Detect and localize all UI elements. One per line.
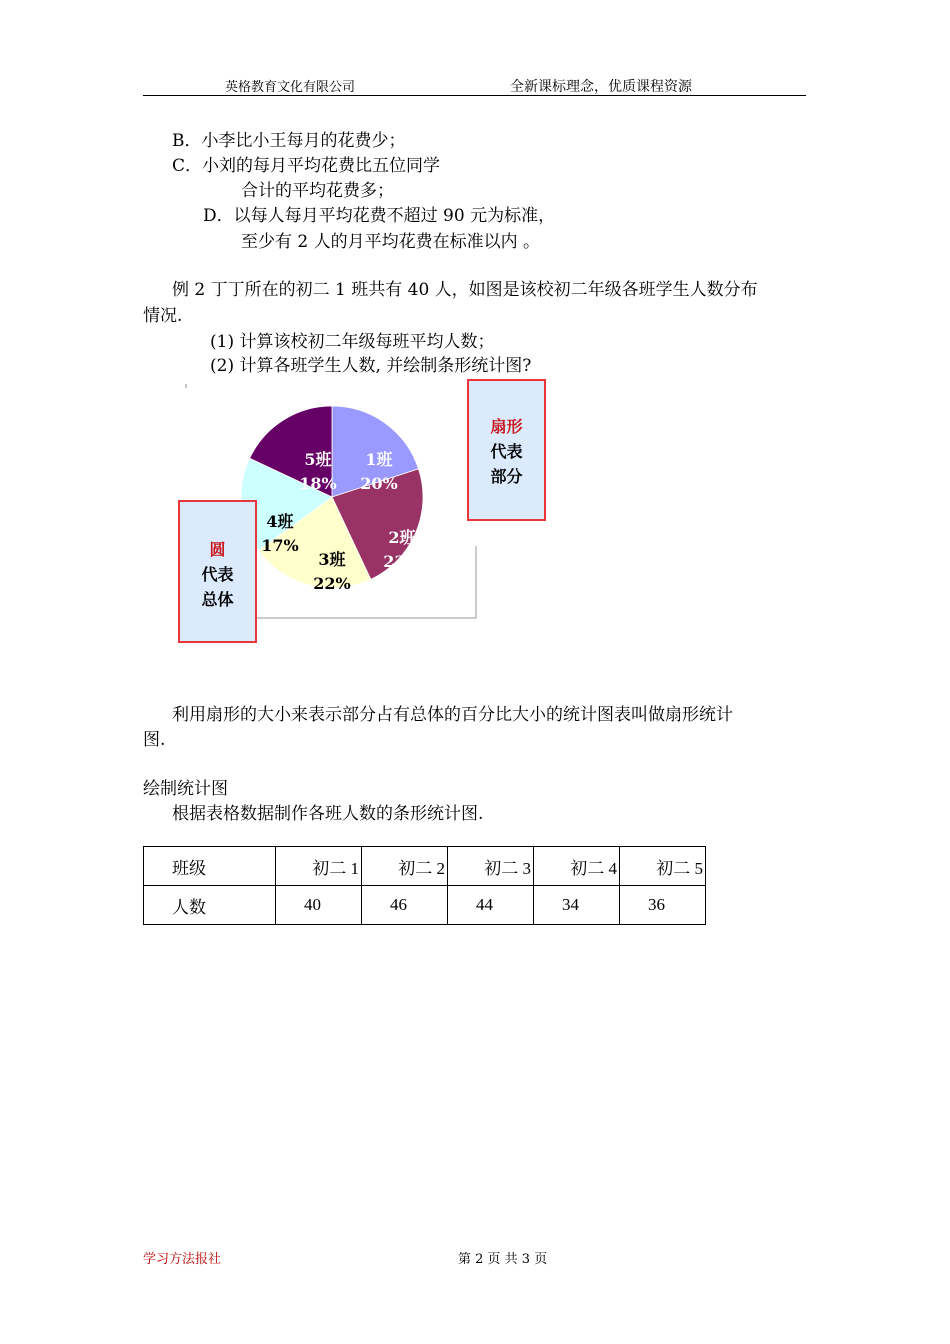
section-title: 绘制统计图: [143, 779, 228, 799]
header-divider: [143, 95, 806, 96]
table-cell: 初二 1: [276, 847, 362, 886]
pie-slice-percent: 18%: [299, 474, 337, 493]
header-company: 英格教育文化有限公司: [225, 80, 356, 95]
table-cell: 班级: [144, 847, 276, 886]
table-header-row: [144, 847, 706, 886]
circle-callout: [178, 500, 257, 643]
option-c-line2: 合计的平均花费多；: [241, 181, 394, 201]
pie-slice-percent: 17%: [261, 536, 299, 555]
table-cell: 40: [276, 886, 362, 925]
sector-callout-line3: 部分: [490, 467, 523, 486]
pie-slice-percent: 23%: [383, 552, 421, 571]
definition-line2: 图.: [143, 730, 166, 750]
table-cell: 初二 3: [448, 847, 534, 886]
pie-slice-percent: 22%: [313, 574, 351, 593]
pie-slice-percent: 20%: [360, 474, 398, 493]
table-cell: 36: [620, 886, 706, 925]
footer-page-number: 第 2 页 共 3 页: [458, 1252, 548, 1267]
table-cell: 初二 5: [620, 847, 706, 886]
table-row: [144, 886, 706, 925]
circle-callout-line2: 代表: [201, 565, 234, 584]
class-count-table: [143, 846, 706, 925]
option-d-line2: 至少有 2 人的月平均花费在标准以内 。: [241, 232, 541, 252]
pie-slice-label: 2班: [388, 528, 416, 547]
pie-slice-label: 1班: [365, 450, 393, 469]
table-cell: 44: [448, 886, 534, 925]
question-1: (1) 计算该校初二年级每班平均人数；: [210, 332, 495, 352]
table-cell: 34: [534, 886, 620, 925]
question-2: (2) 计算各班学生人数, 并绘制条形统计图?: [210, 356, 532, 376]
sector-callout: [467, 379, 546, 521]
option-b: B．小李比小王每月的花费少；: [172, 131, 406, 151]
pie-slice-label: 4班: [266, 512, 294, 531]
table-cell: 初二 4: [534, 847, 620, 886]
footer-publisher: 学习方法报社: [143, 1252, 222, 1267]
section-instruction: 根据表格数据制作各班人数的条形统计图.: [172, 804, 484, 824]
circle-callout-line3: 总体: [201, 590, 234, 609]
table-cell: 46: [362, 886, 448, 925]
pie-slice-label: 5班: [304, 450, 332, 469]
option-c-line1: C．小刘的每月平均花费比五位同学: [172, 156, 441, 176]
circle-callout-line1: 圆: [209, 540, 226, 559]
definition-line1: 利用扇形的大小来表示部分占有总体的百分比大小的统计图表叫做扇形统计: [172, 705, 733, 725]
table-cell: 人数: [144, 886, 276, 925]
option-d-line1: D．以每人每月平均花费不超过 90 元为标准，: [203, 206, 556, 226]
sector-callout-line2: 代表: [490, 442, 523, 461]
pie-slice-label: 3班: [318, 550, 346, 569]
example-line2: 情况.: [143, 306, 183, 326]
example-line1: 例 2 丁丁所在的初二 1 班共有 40 人，如图是该校初二年级各班学生人数分布: [172, 280, 758, 300]
table-cell: 初二 2: [362, 847, 448, 886]
header-slogan: 全新课标理念，优质课程资源: [510, 79, 692, 95]
sector-callout-line1: 扇形: [490, 417, 523, 436]
